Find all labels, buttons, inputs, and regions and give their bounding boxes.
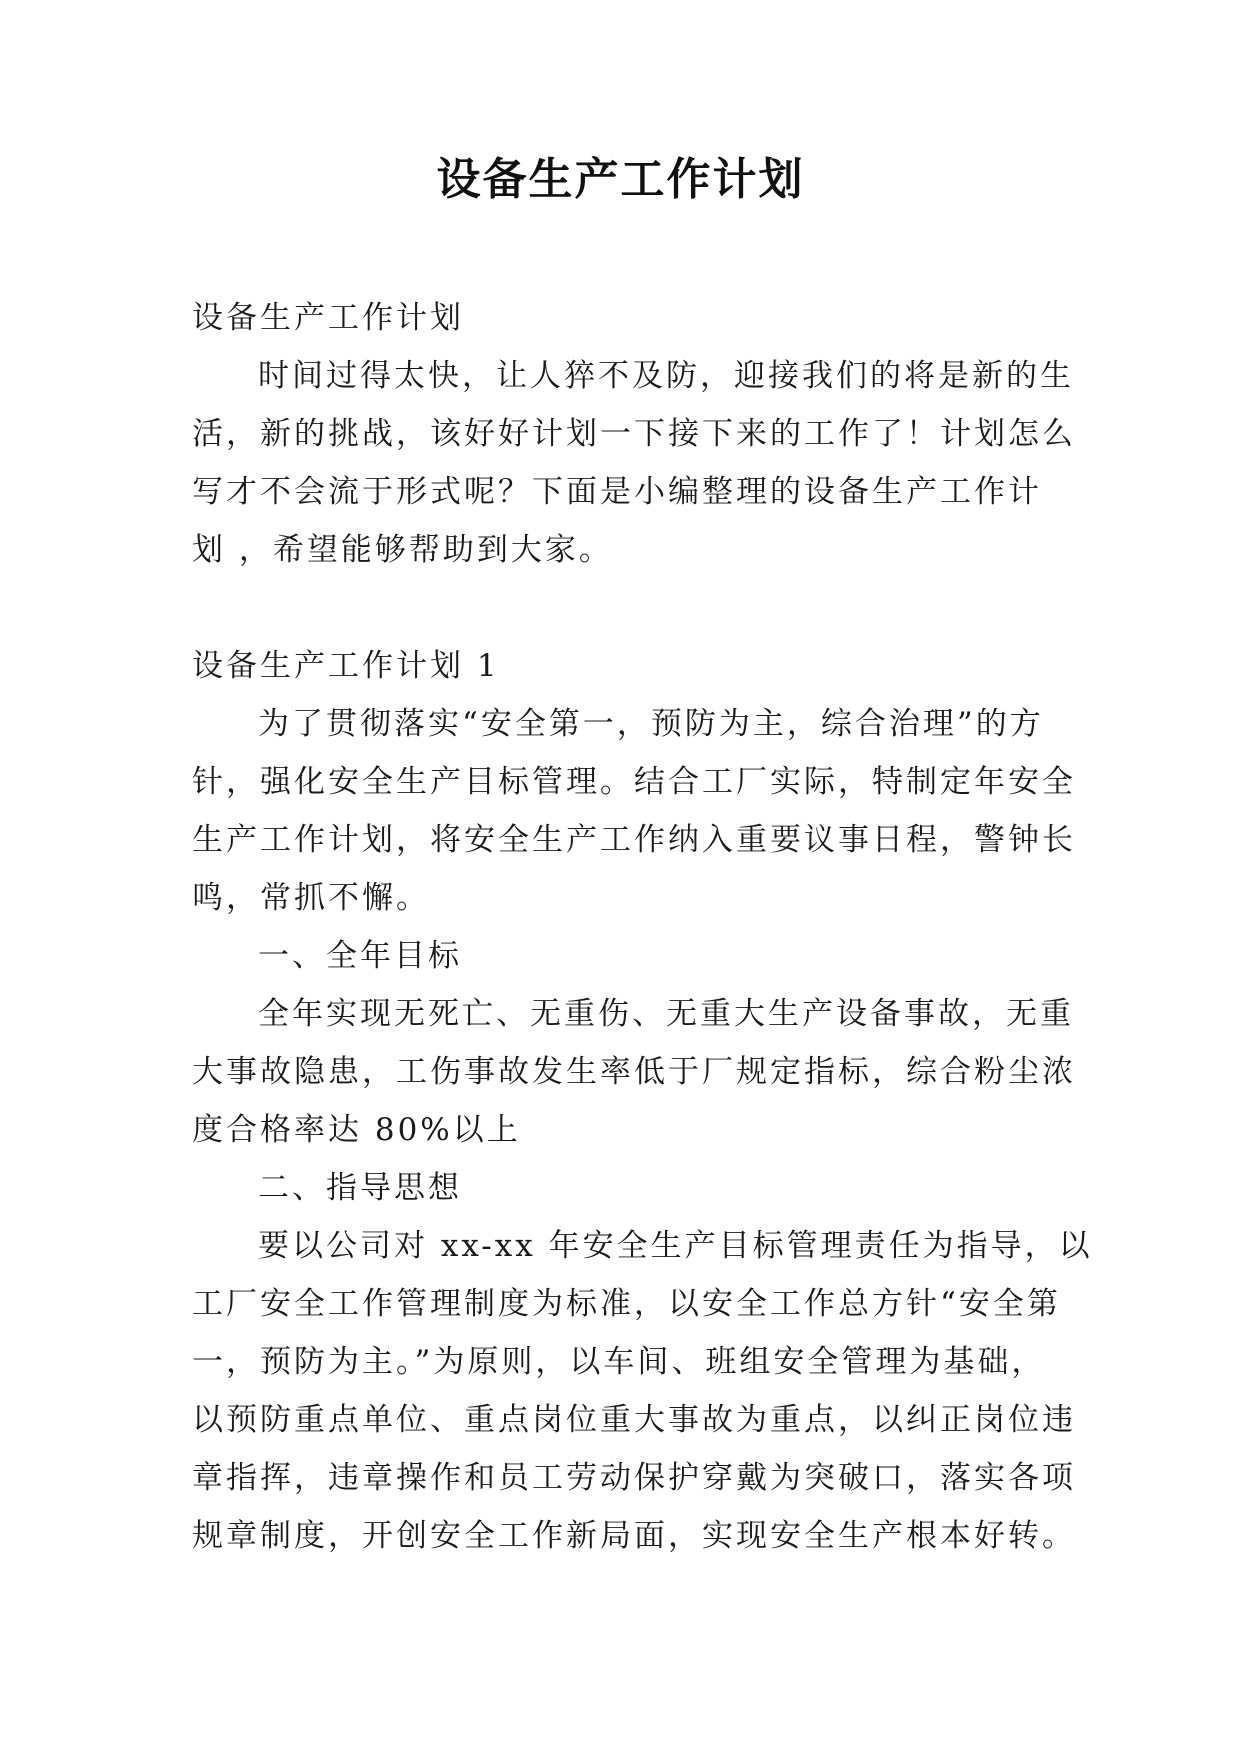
section-paragraph-line: 生产工作计划，将安全生产工作纳入重要议事日程，警钟长 <box>192 822 1076 858</box>
goals-paragraph-line: 大事故隐患，工伤事故发生率低于厂规定指标，综合粉尘浓 <box>192 1054 1076 1090</box>
intro-paragraph-line: 写才不会流于形式呢？下面是小编整理的设备生产工作计 <box>192 474 1042 510</box>
section-heading: 设备生产工作计划 1 <box>192 648 500 684</box>
goals-paragraph-line: 全年实现无死亡、无重伤、无重大生产设备事故，无重 <box>258 996 1074 1032</box>
document-body <box>192 289 1093 1565</box>
intro-paragraph-line: 活，新的挑战，该好好计划一下接下来的工作了！计划怎么 <box>192 416 1076 452</box>
intro-heading: 设备生产工作计划 <box>192 300 464 336</box>
goals-paragraph-line: 度合格率达 80%以上 <box>192 1112 521 1148</box>
section-paragraph-line: 鸣，常抓不懈。 <box>192 880 430 916</box>
paragraph-gap <box>192 579 1052 637</box>
document-title: 设备生产工作计划 <box>436 154 805 205</box>
ideology-paragraph-line: 一，预防为主。”为原则，以车间、班组安全管理为基础， <box>192 1344 1046 1380</box>
ideology-paragraph-line: 要以公司对 xx-xx 年安全生产目标管理责任为指导，以 <box>258 1228 1093 1264</box>
intro-paragraph-line: 时间过得太快，让人猝不及防，迎接我们的将是新的生 <box>258 358 1074 394</box>
section-paragraph-line: 为了贯彻落实“安全第一，预防为主，综合治理”的方 <box>258 706 1044 742</box>
subheading-guiding-ideology: 二、指导思想 <box>258 1170 462 1206</box>
ideology-paragraph-line: 以预防重点单位、重点岗位重大事故为重点，以纠正岗位违 <box>192 1402 1076 1438</box>
section-paragraph-line: 针，强化安全生产目标管理。结合工厂实际，特制定年安全 <box>192 764 1076 800</box>
subheading-annual-goals: 一、全年目标 <box>258 938 462 974</box>
ideology-paragraph-line: 规章制度，开创安全工作新局面，实现安全生产根本好转。 <box>192 1518 1076 1554</box>
ideology-paragraph-line: 工厂安全工作管理制度为标准，以安全工作总方针“安全第 <box>192 1286 1061 1322</box>
intro-paragraph-line: 划 ，希望能够帮助到大家。 <box>192 532 613 568</box>
ideology-paragraph-line: 章指挥，违章操作和员工劳动保护穿戴为突破口，落实各项 <box>192 1460 1076 1496</box>
